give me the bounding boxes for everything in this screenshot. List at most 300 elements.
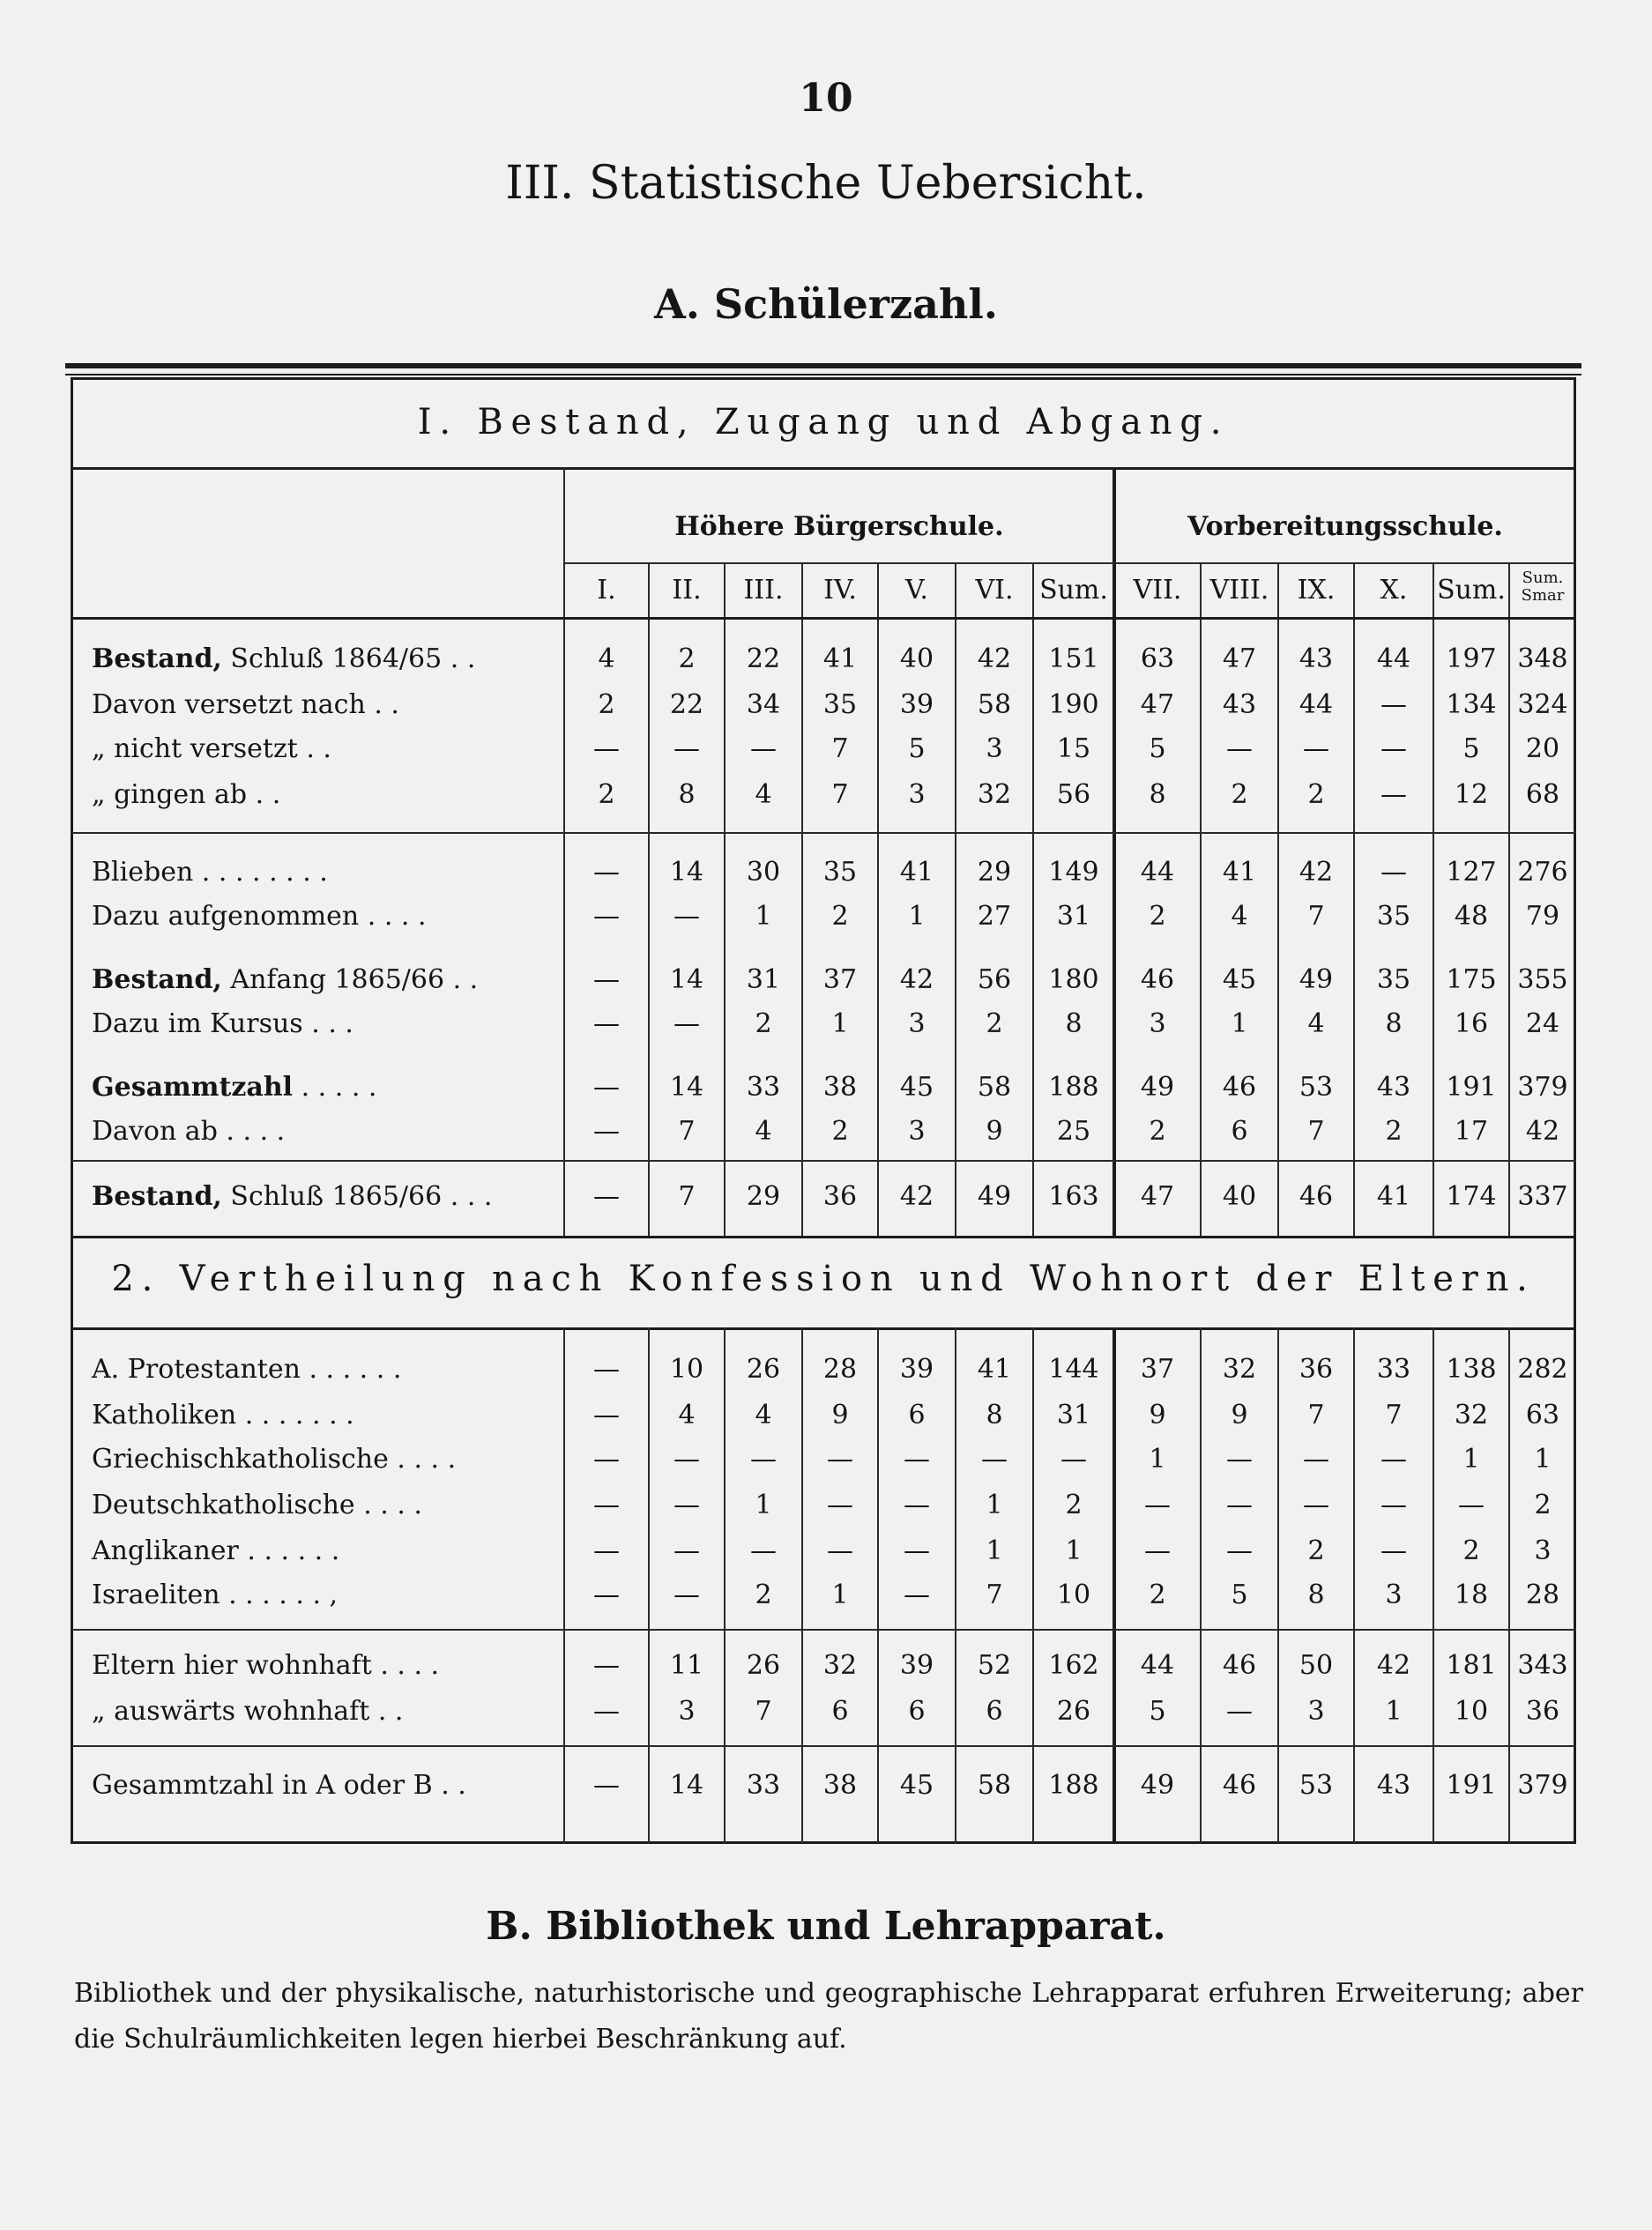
table2-cell: — [1303, 1444, 1329, 1475]
table2-cell: — [904, 1535, 930, 1566]
table2-cell: 3 [678, 1696, 696, 1727]
table1-cell: 2 [1307, 779, 1325, 810]
divider [71, 1236, 1576, 1238]
paragraph-bibliothek: Bibliothek und der physikalische, naturhistorische und geographische Lehrapparat erfuhren Erweiterung; aber die Schulräumlichkeiten legen hierbei Beschränkung auf. [74, 1978, 1583, 2055]
table2-cell: 49 [1140, 1770, 1175, 1801]
table1-cell: 1 [755, 901, 772, 932]
table1-cell: 175 [1446, 964, 1497, 995]
table1-cell: 8 [1065, 1008, 1083, 1039]
table1-cell: 3 [908, 1008, 926, 1039]
table1-cell: 4 [598, 643, 615, 674]
table1-title: I. Bestand, Zugang und Abgang. [417, 402, 1230, 442]
subheading-bibliothek: B. Bibliothek und Lehrapparat. [486, 1904, 1166, 1949]
table1-cell: 58 [977, 689, 1012, 720]
table1-cell: 41 [899, 857, 934, 888]
table2-cell: — [593, 1580, 620, 1610]
table2-row-label: Deutschkatholische . . . . [92, 1490, 422, 1520]
table2-row-label: Katholiken . . . . . . . [92, 1400, 354, 1431]
table2-cell: 1 [1462, 1444, 1480, 1475]
table1-row-label: Bestand, Schluß 1865/66 . . . [92, 1181, 493, 1212]
table2-cell: — [750, 1444, 777, 1475]
table1-cell: 190 [1048, 689, 1099, 720]
table1-cell: 43 [1299, 643, 1334, 674]
table2-cell: 188 [1048, 1770, 1099, 1801]
column-header: Sum. [1039, 575, 1108, 606]
table2-title: 2. Vertheilung nach Konfession und Wohnort der Eltern. [111, 1259, 1536, 1299]
table1-row-label: Bestand, Anfang 1865/66 . . [92, 964, 479, 995]
table1-cell: 7 [831, 779, 849, 810]
table2-cell: 44 [1140, 1650, 1175, 1681]
table1-cell: — [1380, 857, 1407, 888]
table2-cell: — [1458, 1490, 1485, 1520]
table1-cell: 22 [746, 643, 781, 674]
table1-cell: 6 [1231, 1116, 1248, 1147]
table1-cell: — [673, 733, 700, 764]
table2-cell: — [1380, 1535, 1407, 1566]
table2-cell: — [1380, 1444, 1407, 1475]
page-number: 10 [799, 76, 853, 121]
table2-cell: 8 [986, 1400, 1003, 1431]
row-group-rule [71, 1629, 1576, 1631]
column-header: V. [905, 575, 928, 606]
table2-cell: 3 [1385, 1580, 1403, 1610]
table2-cell: 181 [1446, 1650, 1497, 1681]
table2-cell: — [1226, 1490, 1253, 1520]
table1-cell: 53 [1299, 1072, 1334, 1103]
table1-cell: 45 [899, 1072, 934, 1103]
column-header: III. [743, 575, 784, 606]
table1-row-label: Blieben . . . . . . . . [92, 857, 328, 888]
table2-cell: 10 [1454, 1696, 1489, 1727]
table1-cell: 29 [977, 857, 1012, 888]
table1-cell: 42 [1525, 1116, 1560, 1147]
group-heading-hoehere: Höhere Bürgerschule. [674, 511, 1004, 542]
table2-row-label: Eltern hier wohnhaft . . . . [92, 1650, 440, 1681]
table1-row-label: „ nicht versetzt . . [92, 733, 331, 764]
table2-cell: — [673, 1490, 700, 1520]
table2-cell: 32 [1454, 1400, 1489, 1431]
table2-cell: 50 [1299, 1650, 1334, 1681]
table2-cell: — [1060, 1444, 1087, 1475]
table1-cell: 1 [831, 1008, 849, 1039]
table2-cell: — [593, 1444, 620, 1475]
table1-cell: 5 [908, 733, 926, 764]
table2-cell: 379 [1517, 1770, 1568, 1801]
table1-cell: 79 [1525, 901, 1560, 932]
table1-cell: 7 [1307, 901, 1325, 932]
table1-cell: 4 [1307, 1008, 1325, 1039]
table1-row-label: „ gingen ab . . [92, 779, 281, 810]
table-top-rule-thin [65, 374, 1581, 375]
table2-cell: 45 [899, 1770, 934, 1801]
table2-cell: 5 [1231, 1580, 1248, 1610]
table1-cell: 42 [899, 1181, 934, 1212]
table1-cell: 180 [1048, 964, 1099, 995]
table2-cell: — [593, 1400, 620, 1431]
table1-row-label: Davon versetzt nach . . [92, 689, 399, 720]
table1-cell: — [1303, 733, 1329, 764]
column-header: VIII. [1209, 575, 1269, 606]
table1-cell: 3 [908, 1116, 926, 1147]
table1-cell: 47 [1140, 1181, 1175, 1212]
table1-cell: 379 [1517, 1072, 1568, 1103]
column-header: IX. [1297, 575, 1336, 606]
table-top-rule [65, 363, 1581, 368]
table2-cell: 39 [899, 1354, 934, 1385]
table1-cell: 7 [678, 1181, 696, 1212]
table2-cell: 6 [831, 1696, 849, 1727]
table2-cell: — [593, 1535, 620, 1566]
table1-cell: 8 [1385, 1008, 1403, 1039]
table2-cell: 26 [746, 1650, 781, 1681]
table1-cell: 2 [1149, 901, 1166, 932]
table2-cell: 18 [1454, 1580, 1489, 1610]
table1-row-label: Dazu aufgenommen . . . . [92, 901, 427, 932]
table2-cell: 343 [1517, 1650, 1568, 1681]
table1-cell: 47 [1222, 643, 1257, 674]
table1-cell: 42 [1299, 857, 1334, 888]
table2-cell: — [673, 1535, 700, 1566]
table1-cell: 35 [1376, 901, 1411, 932]
table1-cell: 42 [899, 964, 934, 995]
table2-cell: 1 [986, 1490, 1003, 1520]
table2-cell: 26 [746, 1354, 781, 1385]
table1-cell: 163 [1048, 1181, 1099, 1212]
table1-cell: — [593, 1072, 620, 1103]
table2-cell: 4 [678, 1400, 696, 1431]
table1-cell: 37 [822, 964, 858, 995]
table1-cell: 38 [822, 1072, 858, 1103]
table1-cell: 43 [1376, 1072, 1411, 1103]
table2-cell: — [1226, 1444, 1253, 1475]
table1-cell: 276 [1517, 857, 1568, 888]
table2-cell: 38 [822, 1770, 858, 1801]
row-group-rule [71, 1160, 1576, 1162]
table1-cell: — [673, 901, 700, 932]
row-group-rule [71, 1745, 1576, 1747]
table1-cell: 41 [822, 643, 858, 674]
table1-cell: 48 [1454, 901, 1489, 932]
table1-cell: — [593, 964, 620, 995]
table1-cell: 4 [755, 1116, 772, 1147]
table2-cell: 8 [1307, 1580, 1325, 1610]
table1-cell: 7 [1307, 1116, 1325, 1147]
table1-row-label: Davon ab . . . . [92, 1116, 286, 1147]
table2-row-label: Israeliten . . . . . . , [92, 1580, 339, 1610]
table1-cell: 348 [1517, 643, 1568, 674]
table2-row-label: Gesammtzahl in A oder B . . [92, 1770, 466, 1801]
table2-cell: — [750, 1535, 777, 1566]
table2-cell: 28 [1525, 1580, 1560, 1610]
table1-cell: 29 [746, 1181, 781, 1212]
table1-cell: — [673, 1008, 700, 1039]
table1-cell: 40 [1222, 1181, 1257, 1212]
table1-cell: 2 [678, 643, 696, 674]
table1-cell: 2 [831, 901, 849, 932]
column-header: VI. [975, 575, 1014, 606]
table1-cell: — [1380, 733, 1407, 764]
table1-cell: 355 [1517, 964, 1568, 995]
table2-cell: 9 [1231, 1400, 1248, 1431]
table2-cell: — [593, 1650, 620, 1681]
table1-cell: 14 [669, 964, 704, 995]
table2-cell: 10 [669, 1354, 704, 1385]
table1-cell: — [593, 857, 620, 888]
table1-cell: 30 [746, 857, 781, 888]
table1-cell: — [1226, 733, 1253, 764]
table2-cell: 1 [986, 1535, 1003, 1566]
table2-cell: — [1144, 1535, 1171, 1566]
table1-cell: — [750, 733, 777, 764]
table2-cell: 7 [755, 1696, 772, 1727]
table1-cell: 8 [678, 779, 696, 810]
table2-cell: — [1226, 1696, 1253, 1727]
table2-row-label: Griechischkatholische . . . . [92, 1444, 457, 1475]
table2-cell: 58 [977, 1770, 1012, 1801]
table1-row-label: Bestand, Schluß 1864/65 . . [92, 643, 476, 674]
table1-cell: 39 [899, 689, 934, 720]
column-header: X. [1380, 575, 1408, 606]
table1-cell: 35 [822, 689, 858, 720]
table1-cell: 17 [1454, 1116, 1489, 1147]
table2-cell: — [827, 1535, 853, 1566]
table2-cell: 63 [1525, 1400, 1560, 1431]
table2-row-label: A. Protestanten . . . . . . [92, 1354, 402, 1385]
table1-cell: 16 [1454, 1008, 1489, 1039]
table1-row-label: Gesammtzahl . . . . . [92, 1072, 377, 1103]
table1-cell: 46 [1222, 1072, 1257, 1103]
table2-cell: 52 [977, 1650, 1012, 1681]
table2-row-label: Anglikaner . . . . . . [92, 1535, 340, 1566]
table1-cell: 32 [977, 779, 1012, 810]
group-heading-vorbereitung: Vorbereitungsschule. [1187, 511, 1503, 542]
table2-cell: 1 [1534, 1444, 1552, 1475]
table1-cell: 14 [669, 857, 704, 888]
table1-cell: 2 [986, 1008, 1003, 1039]
table1-cell: 2 [831, 1116, 849, 1147]
table1-cell: 44 [1140, 857, 1175, 888]
table1-cell: 7 [831, 733, 849, 764]
table1-cell: — [593, 901, 620, 932]
table2-cell: — [904, 1490, 930, 1520]
table2-cell: 2 [1149, 1580, 1166, 1610]
group-heading-rule [564, 562, 1576, 564]
table1-cell: 15 [1056, 733, 1091, 764]
table1-cell: 35 [1376, 964, 1411, 995]
table2-cell: 36 [1299, 1354, 1334, 1385]
table1-cell: 36 [822, 1181, 858, 1212]
table2-cell: 1 [831, 1580, 849, 1610]
table1-cell: 2 [598, 689, 615, 720]
table2-cell: 1 [1149, 1444, 1166, 1475]
table1-cell: 46 [1299, 1181, 1334, 1212]
table1-cell: 40 [899, 643, 934, 674]
table1-cell: — [593, 733, 620, 764]
table1-cell: 49 [977, 1181, 1012, 1212]
table1-cell: 45 [1222, 964, 1257, 995]
column-header: I. [597, 575, 616, 606]
table1-cell: 197 [1446, 643, 1497, 674]
table2-cell: 282 [1517, 1354, 1568, 1385]
table2-cell: 33 [746, 1770, 781, 1801]
table2-cell: — [827, 1444, 853, 1475]
table2-cell: 3 [1534, 1535, 1552, 1566]
table2-cell: 1 [1065, 1535, 1083, 1566]
table1-cell: 188 [1048, 1072, 1099, 1103]
table1-cell: 4 [1231, 901, 1248, 932]
table1-cell: 3 [986, 733, 1003, 764]
table1-cell: 41 [1222, 857, 1257, 888]
table1-cell: 43 [1222, 689, 1257, 720]
table2-cell: — [1144, 1490, 1171, 1520]
table2-cell: — [673, 1444, 700, 1475]
table1-cell: 2 [598, 779, 615, 810]
table2-cell: 6 [908, 1696, 926, 1727]
table2-cell: — [593, 1490, 620, 1520]
table1-cell: 4 [755, 779, 772, 810]
table1-cell: 1 [908, 901, 926, 932]
table2-cell: — [673, 1580, 700, 1610]
table2-cell: — [1303, 1490, 1329, 1520]
table1-cell: 2 [1385, 1116, 1403, 1147]
table2-cell: 7 [1385, 1400, 1403, 1431]
table1-cell: 2 [1149, 1116, 1166, 1147]
table1-cell: 20 [1525, 733, 1560, 764]
table1-cell: 5 [1149, 733, 1166, 764]
table1-cell: 191 [1446, 1072, 1497, 1103]
table1-cell: 8 [1149, 779, 1166, 810]
table1-cell: 46 [1140, 964, 1175, 995]
table2-cell: 28 [822, 1354, 858, 1385]
table2-cell: 191 [1446, 1770, 1497, 1801]
table2-cell: — [1226, 1535, 1253, 1566]
table1-cell: 68 [1525, 779, 1560, 810]
table2-cell: 1 [1385, 1696, 1403, 1727]
column-header: II. [672, 575, 702, 606]
table2-cell: 11 [669, 1650, 704, 1681]
table1-cell: 49 [1140, 1072, 1175, 1103]
table2-cell: 6 [986, 1696, 1003, 1727]
table1-cell: 33 [746, 1072, 781, 1103]
table2-cell: 42 [1376, 1650, 1411, 1681]
table2-cell: 1 [755, 1490, 772, 1520]
table1-cell: 22 [669, 689, 704, 720]
table1-cell: 25 [1056, 1116, 1091, 1147]
table1-cell: 149 [1048, 857, 1099, 888]
table2-cell: 2 [1307, 1535, 1325, 1566]
table1-cell: 14 [669, 1072, 704, 1103]
table2-cell: — [593, 1354, 620, 1385]
table2-cell: 2 [1065, 1490, 1083, 1520]
table1-cell: 31 [746, 964, 781, 995]
divider [71, 1327, 1576, 1330]
column-header: Sum. Smar [1521, 569, 1565, 605]
table1-cell: 56 [977, 964, 1012, 995]
table1-cell: — [593, 1116, 620, 1147]
table1-cell: 42 [977, 643, 1012, 674]
table1-cell: 3 [1149, 1008, 1166, 1039]
table2-cell: 46 [1222, 1650, 1257, 1681]
table2-cell: 9 [831, 1400, 849, 1431]
table1-cell: — [1380, 779, 1407, 810]
table1-cell: 5 [1462, 733, 1480, 764]
table1-cell: 41 [1376, 1181, 1411, 1212]
table1-cell: — [593, 1181, 620, 1212]
subheading-schuelerzahl: A. Schülerzahl. [654, 280, 998, 328]
table1-cell: 7 [678, 1116, 696, 1147]
table2-cell: 14 [669, 1770, 704, 1801]
table2-cell: 31 [1056, 1400, 1091, 1431]
table2-cell: 144 [1048, 1354, 1099, 1385]
table1-row-label: Dazu im Kursus . . . [92, 1008, 353, 1039]
table2-cell: — [827, 1490, 853, 1520]
table1-cell: 35 [822, 857, 858, 888]
table1-cell: — [593, 1008, 620, 1039]
column-header: VII. [1133, 575, 1182, 606]
table1-cell: 151 [1048, 643, 1099, 674]
table1-cell: 44 [1376, 643, 1411, 674]
table2-cell: 37 [1140, 1354, 1175, 1385]
table2-cell: 32 [1222, 1354, 1257, 1385]
table1-cell: 134 [1446, 689, 1497, 720]
table2-cell: 2 [1462, 1535, 1480, 1566]
table2-cell: 53 [1299, 1770, 1334, 1801]
table2-cell: 26 [1056, 1696, 1091, 1727]
table2-cell: 41 [977, 1354, 1012, 1385]
table1-cell: 49 [1299, 964, 1334, 995]
table1-cell: 2 [1231, 779, 1248, 810]
column-header: Sum. [1437, 575, 1506, 606]
table1-cell: 12 [1454, 779, 1489, 810]
table1-cell: 337 [1517, 1181, 1568, 1212]
table1-cell: 63 [1140, 643, 1175, 674]
table2-cell: 5 [1149, 1696, 1166, 1727]
table2-cell: 33 [1376, 1354, 1411, 1385]
table1-cell: 58 [977, 1072, 1012, 1103]
table2-cell: 46 [1222, 1770, 1257, 1801]
section-heading: III. Statistische Uebersicht. [505, 157, 1147, 210]
table1-cell: 34 [746, 689, 781, 720]
header-rule [71, 617, 1576, 620]
table2-row-label: „ auswärts wohnhaft . . [92, 1696, 404, 1727]
table2-cell: 32 [822, 1650, 858, 1681]
table1-cell: 2 [755, 1008, 772, 1039]
column-header: IV. [823, 575, 857, 606]
table2-cell: 9 [1149, 1400, 1166, 1431]
table2-cell: 4 [755, 1400, 772, 1431]
table1-cell: 127 [1446, 857, 1497, 888]
table1-cell: 47 [1140, 689, 1175, 720]
table2-cell: 162 [1048, 1650, 1099, 1681]
table2-cell: 43 [1376, 1770, 1411, 1801]
table2-cell: 2 [1534, 1490, 1552, 1520]
table2-cell: — [593, 1696, 620, 1727]
table2-cell: — [1380, 1490, 1407, 1520]
table1-cell: 3 [908, 779, 926, 810]
table2-cell: 6 [908, 1400, 926, 1431]
table1-cell: 31 [1056, 901, 1091, 932]
table2-cell: 3 [1307, 1696, 1325, 1727]
table2-cell: — [904, 1580, 930, 1610]
table2-cell: — [904, 1444, 930, 1475]
table2-cell: 7 [986, 1580, 1003, 1610]
table1-cell: 44 [1299, 689, 1334, 720]
table1-cell: 174 [1446, 1181, 1497, 1212]
table1-cell: 9 [986, 1116, 1003, 1147]
table1-cell: 27 [977, 901, 1012, 932]
table2-cell: 36 [1525, 1696, 1560, 1727]
table2-cell: 138 [1446, 1354, 1497, 1385]
